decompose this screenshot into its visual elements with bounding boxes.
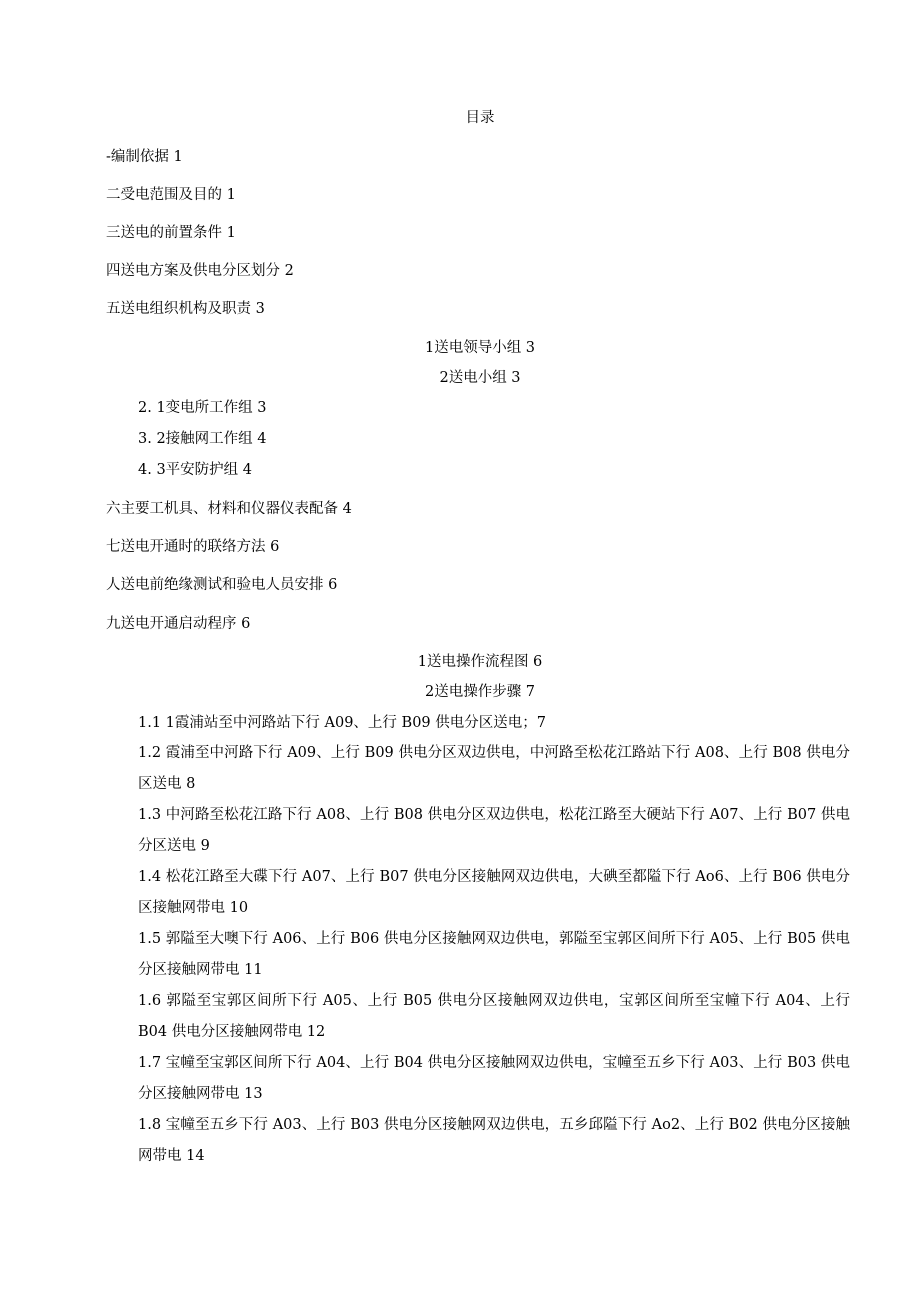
toc-entry-9-2-8: 1.8 宝幢至五乡下行 A03、上行 B03 供电分区接触网双边供电，五乡邱隘下行 Ao2、上行 B02 供电分区接触网带电 14: [138, 1117, 850, 1164]
toc-entry-8: 人送电前绝缘测试和验电人员安排 6: [106, 577, 338, 593]
toc-entry-9-2-1: 1.1 1霞浦站至中河路站下行 A09、上行 B09 供电分区送电；7: [138, 715, 546, 731]
toc-title: 目录: [465, 110, 495, 126]
toc-entry-5-2: 2送电小组 3: [439, 370, 521, 386]
toc-entry-9-2: 2送电操作步骤 7: [424, 684, 536, 700]
toc-entry-7: 七送电开通时的联络方法 6: [106, 539, 280, 555]
toc-entry-5: 五送电组织机构及职责 3: [106, 301, 265, 317]
toc-entry-4: 四送电方案及供电分区划分 2: [106, 263, 294, 279]
toc-entry-5-2-3: 4. 3平安防护组 4: [138, 462, 253, 478]
toc-entry-9-2-2: 1.2 霞浦至中河路下行 A09、上行 B09 供电分区双边供电，中河路至松花江路站下行 A08、上行 B08 供电分区送电 8: [138, 745, 850, 792]
toc-entry-9-2-6: 1.6 郭隘至宝郭区间所下行 A05、上行 B05 供电分区接触网双边供电，宝郭区间所至宝幢下行 A04、上行 B04 供电分区接触网带电 12: [138, 993, 850, 1040]
toc-entry-9-2-3: 1.3 中河路至松花江路下行 A08、上行 B08 供电分区双边供电，松花江路至大硬站下行 A07、上行 B07 供电分区送电 9: [138, 807, 850, 854]
toc-entry-5-2-2: 3. 2接触网工作组 4: [138, 431, 267, 447]
toc-entry-2: 二受电范围及目的 1: [106, 187, 236, 203]
toc-entry-9-2-5: 1.5 郭隘至大噢下行 A06、上行 B06 供电分区接触网双边供电，郭隘至宝郭区间所下行 A05、上行 B05 供电分区接触网带电 11: [138, 931, 850, 978]
toc-entry-1: -编制依据 1: [106, 149, 183, 165]
toc-entry-9-1: 1送电操作流程图 6: [417, 654, 543, 670]
toc-entry-9-2-7: 1.7 宝幢至宝郭区间所下行 A04、上行 B04 供电分区接触网双边供电，宝幢至五乡下行 A03、上行 B03 供电分区接触网带电 13: [138, 1055, 850, 1102]
toc-entry-3: 三送电的前置条件 1: [106, 225, 236, 241]
toc-entry-5-1: 1送电领导小组 3: [424, 340, 536, 356]
toc-entry-6: 六主要工机具、材料和仪器仪表配备 4: [106, 501, 352, 517]
toc-entry-5-2-1: 2. 1变电所工作组 3: [138, 400, 267, 416]
toc-entry-9-2-4: 1.4 松花江路至大碟下行 A07、上行 B07 供电分区接触网双边供电，大碘至都隘下行 Ao6、上行 B06 供电分区接触网带电 10: [138, 869, 850, 916]
toc-entry-9: 九送电开通启动程序 6: [106, 616, 251, 632]
